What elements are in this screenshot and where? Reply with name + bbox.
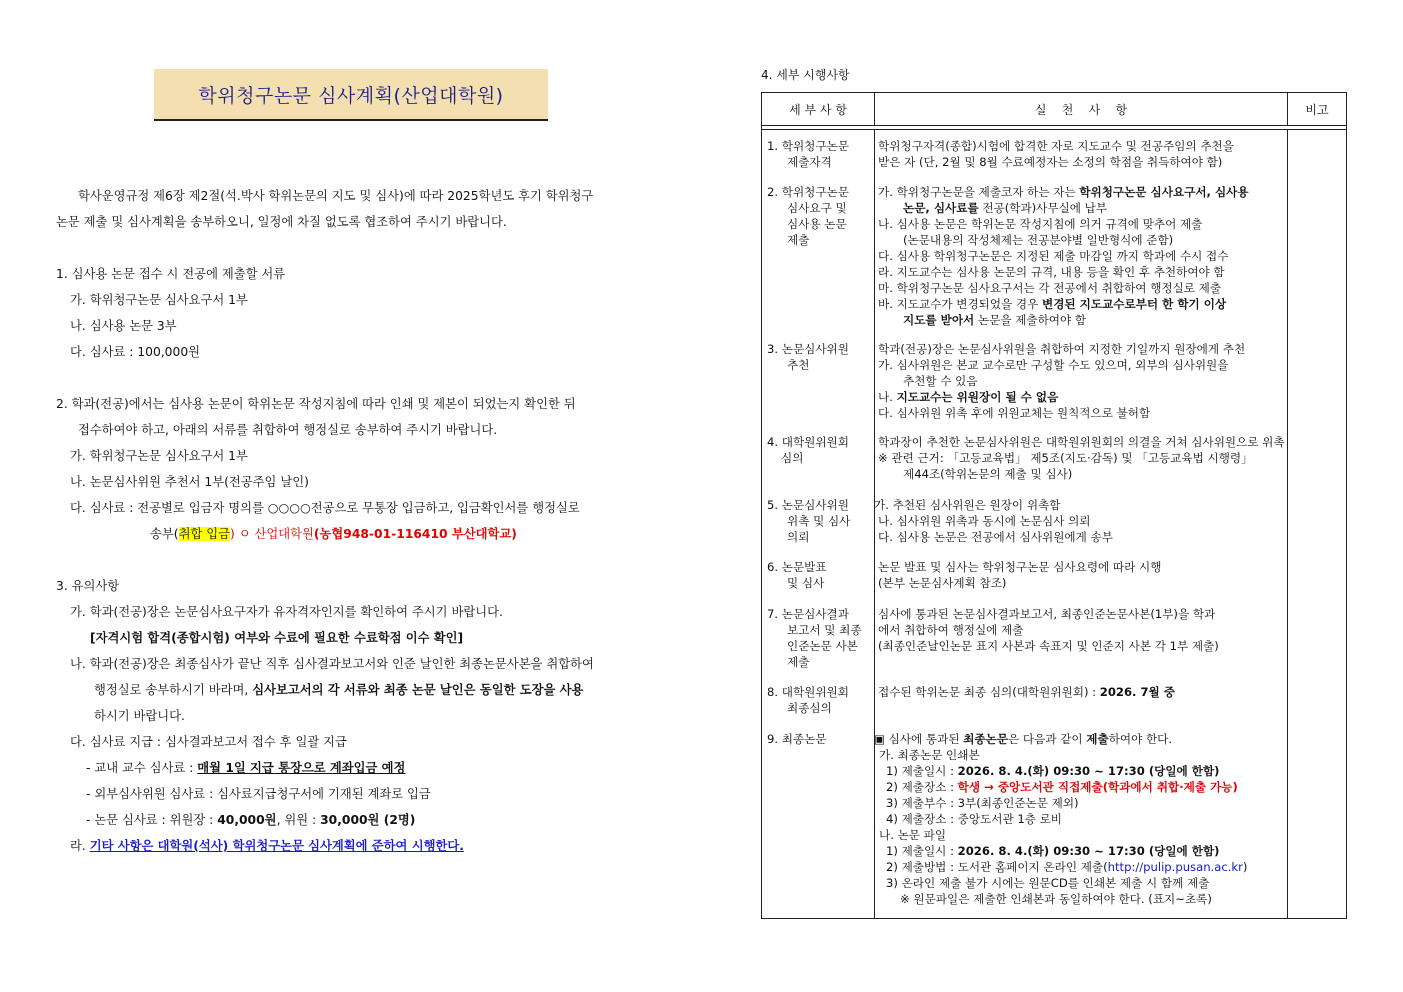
label-line: 인준논문 사본 [787, 639, 858, 653]
bold-text: 2026. 8. 4.(화) 09:30 ~ 17:30 (당일에 한함) [957, 844, 1220, 858]
text-span: ) [1242, 860, 1248, 874]
label-line: 및 심사 [787, 576, 825, 590]
section-3-item-b: 나. 학과(전공)장은 최종심사가 끝난 직후 심사결과보고서와 인준 날인한 최종논문사본을 취합하여 [70, 657, 594, 671]
label-line: 심의 [781, 451, 804, 465]
content-line: ※ 원문파일은 제출한 인쇄본과 동일하여야 한다. (표지~초록) [900, 892, 1212, 906]
bold-text: 최종논문 [963, 732, 1009, 746]
label-line: 9. 최종논문 [767, 732, 827, 746]
section-3-title: 3. 유의사항 [56, 579, 120, 593]
text-span: 은 다음과 같이 [1008, 732, 1087, 746]
header-action: 실 천 사 항 [875, 93, 1288, 126]
header-detail: 세 부 사 항 [762, 93, 875, 126]
bold-text: [자격시험 합격(종합시험) 여부와 수료에 필요한 수료학점 이수 확인] [90, 631, 464, 645]
text-span: 바. 지도교수가 변경되었을 경우 [878, 297, 1043, 311]
label-line: 심사용 논문 [787, 217, 847, 231]
content-line: (논문내용의 작성체제는 전공분야별 일반형식에 준함) [903, 233, 1174, 247]
row-8-content [878, 684, 1175, 700]
content-line: (최종인준날인논문 표지 사본과 속표지 및 인준지 사본 각 1부 제출) [878, 639, 1219, 653]
section-3-item-c-3 [56, 807, 656, 833]
label-line: 2. 학위청구논문 [767, 185, 849, 199]
content-line: 나. 논문 파일 [879, 828, 947, 842]
content-line [878, 296, 1249, 312]
section-3-item-b-cont [56, 677, 656, 703]
row-4-label [767, 434, 849, 466]
section-2-item-a: 가. 학위청구논문 심사요구서 1부 [70, 449, 248, 463]
section-1-item-b: 나. 심사용 논문 3부 [70, 319, 177, 333]
section-3-item-b-end: 하시기 바랍니다. [94, 709, 185, 723]
text-span: 1) 제출일시 : [886, 764, 958, 778]
content-line [874, 843, 1247, 859]
bold-text: 지도를 받아서 [903, 313, 975, 327]
content-line: 다. 심사용 논문은 전공에서 심사위원에게 송부 [878, 530, 1113, 544]
content-line: 4) 제출장소 : 중앙도서관 1층 로비 [886, 812, 1063, 826]
content-line: ※ 관련 근거: 「고등교육법」 제5조(지도·감독) 및 「고등교육법 시행령」 [878, 451, 1253, 465]
content-line: 받은 자 (단, 2월 및 8월 수료예정자는 소정의 학점을 취득하여야 함) [878, 155, 1223, 169]
section-1-title: 1. 심사용 논문 접수 시 전공에 제출할 서류 [56, 267, 286, 281]
row-8-label [767, 684, 849, 716]
content-line: 심사에 통과된 논문심사결과보고서, 최종인준논문사본(1부)을 학과 [878, 607, 1216, 621]
blue-underlined-text: 기타 사항은 대학원(석사) 학위청구논문 심사계획에 준하여 시행한다. [89, 839, 464, 853]
text-span: 나. [878, 390, 897, 404]
intro-line-2: 논문 제출 및 심사계획을 송부하오니, 일정에 차질 없도록 협조하여 주시기 바랍니다. [56, 215, 507, 229]
content-line [874, 763, 1247, 779]
section-3-item-c-1 [56, 755, 656, 781]
text-span: - 교내 교수 심사료 : [86, 761, 198, 775]
section-4-title: 4. 세부 시행사항 [761, 68, 850, 82]
body-col-remark [1288, 130, 1347, 919]
label-line: 심사요구 및 [787, 201, 847, 215]
graduate-school-text: ) ㅇ 산업대학원 [230, 527, 314, 541]
bold-underlined-text: 매월 1일 지급 통장으로 계좌입금 예정 [197, 761, 406, 775]
content-line: (본부 논문심사계획 참조) [878, 576, 1007, 590]
label-line: 7. 논문심사결과 [767, 607, 849, 621]
section-2-item-c: 다. 심사료 : 전공별로 입금자 명의를 ○○○○전공으로 무통장 입금하고, 입금확인서를 행정실로 [70, 501, 580, 515]
text-span: 행정실로 송부하시기 바라며, [94, 683, 253, 697]
content-line [878, 684, 1175, 700]
bold-text: 제출 [1086, 732, 1109, 746]
content-line [878, 184, 1249, 200]
row-1-content [878, 138, 1234, 170]
text-span: 하여야 한다. [1108, 732, 1173, 746]
content-line [878, 312, 1249, 328]
section-1-item-a: 가. 학위청구논문 심사요구서 1부 [70, 293, 248, 307]
section-3-item-d [56, 833, 656, 859]
label-line: 위촉 및 심사 [787, 514, 851, 528]
content-line: 가. 추천된 심사위원은 원장이 위촉함 [874, 498, 1061, 512]
content-line: 학과장이 추천한 논문심사위원은 대학원위원회의 의결을 거쳐 심사위원으로 위촉 [878, 435, 1285, 449]
row-3-content [878, 341, 1245, 421]
text-span: 2) 제출장소 : [886, 780, 958, 794]
text-span: 2) 제출방법 : 도서관 홈페이지 온라인 제출( [886, 860, 1108, 874]
content-line: 나. 심사용 논문은 학위논문 작성지침에 의거 규격에 맞추어 제출 [878, 217, 1203, 231]
content-line [874, 779, 1247, 795]
intro-line-1: 학사운영규정 제6장 제2절(석.박사 학위논문의 지도 및 심사)에 따라 2025학년도 후기 학위청구 [78, 189, 594, 203]
text-span: ▣ 심사에 통과된 [874, 732, 964, 746]
bold-text: 2026. 8. 4.(화) 09:30 ~ 17:30 (당일에 한함) [957, 764, 1220, 778]
row-7-label [767, 606, 862, 670]
content-line [874, 731, 1247, 747]
label-line: 추천 [787, 358, 810, 372]
row-5-content [874, 497, 1113, 545]
row-5-label [767, 497, 850, 545]
section-3-item-c-2: - 외부심사위원 심사료 : 심사료지급청구서에 기재된 계좌로 입금 [86, 787, 431, 801]
label-line: 의뢰 [787, 530, 810, 544]
section-2-title: 2. 학과(전공)에서는 심사용 논문이 학위논문 작성지침에 따라 인쇄 및 제본이 되었는지 확인한 뒤 [56, 397, 576, 411]
library-url[interactable]: http://pulip.pusan.ac.kr [1107, 860, 1243, 874]
label-line: 최종심의 [787, 701, 832, 715]
content-line [878, 200, 1249, 216]
section-3-item-a: 가. 학과(전공)장은 논문심사요구자가 유자격자인지를 확인하여 주시기 바랍니다. [70, 605, 503, 619]
text-span: 가. 학위청구논문을 제출코자 하는 자는 [878, 185, 1080, 199]
row-2-label [767, 184, 849, 248]
row-6-content [878, 559, 1161, 591]
section-1-item-c: 다. 심사료 : 100,000원 [70, 345, 201, 359]
table-header-row [762, 93, 1347, 126]
bold-text: 2026. 7월 중 [1099, 685, 1175, 699]
content-line: 에서 취합하여 행정실에 제출 [878, 623, 1024, 637]
label-line: 1. 학위청구논문 [767, 139, 849, 153]
section-2-item-c-cont [56, 521, 656, 547]
content-line: 추천할 수 있음 [903, 374, 978, 388]
highlighted-text: 취합 입금 [178, 527, 230, 541]
bold-text: 30,000원 (2명) [320, 813, 416, 827]
content-line [878, 389, 1245, 405]
row-3-label [767, 341, 849, 373]
content-line: 다. 심사위원 위촉 후에 위원교체는 원칙적으로 불허함 [878, 406, 1151, 420]
row-2-content [878, 184, 1249, 328]
label-line: 보고서 및 최종 [787, 623, 862, 637]
row-9-label [767, 731, 827, 747]
content-line: 가. 최종논문 인쇄본 [879, 748, 980, 762]
content-line: 3) 제출부수 : 3부(최종인준논문 제외) [886, 796, 1079, 810]
text-span: - 논문 심사료 : 위원장 : [86, 813, 218, 827]
text-span: , 위원 : [276, 813, 321, 827]
content-line: 3) 온라인 제출 불가 시에는 원문CD를 인쇄본 제출 시 함께 제출 [886, 876, 1210, 890]
text-span: 라. [70, 839, 90, 853]
label-line: 제출 [787, 233, 810, 247]
label-line: 제출자격 [787, 155, 832, 169]
bold-text: 지도교수는 위원장이 될 수 없음 [896, 390, 1059, 404]
label-line: 3. 논문심사위원 [767, 342, 849, 356]
text-span: 접수된 학위논문 최종 심의(대학원위원회) : [878, 685, 1100, 699]
content-line: 학과(전공)장은 논문심사위원을 취합하여 지정한 기일까지 원장에게 추천 [878, 342, 1246, 356]
label-line: 8. 대학원위원회 [767, 685, 849, 699]
label-line: 6. 논문발표 [767, 560, 827, 574]
bold-text: 변경된 지도교수로부터 한 학기 이상 [1042, 297, 1227, 311]
text-span: 전공(학과)사무실에 납부 [978, 201, 1108, 215]
content-line: 제44조(학위논문의 제출 및 심사) [903, 467, 1073, 481]
document-title-box [154, 69, 548, 121]
content-line: 나. 심사위원 위촉과 동시에 논문심사 의뢰 [878, 514, 1091, 528]
bold-text: 심사보고서의 각 서류와 최종 논문 날인은 동일한 도장을 사용 [252, 683, 584, 697]
section-2-title-cont: 접수하여야 하고, 아래의 서류를 취합하여 행정실로 송부하여 주시기 바랍니다. [78, 423, 498, 437]
content-line [874, 859, 1247, 875]
section-3-item-c: 다. 심사료 지급 : 심사결과보고서 접수 후 일괄 지급 [70, 735, 347, 749]
section-2-item-b: 나. 논문심사위원 추천서 1부(전공주임 날인) [70, 475, 309, 489]
document-title: 학위청구논문 심사계획(산업대학원) [198, 84, 504, 107]
text-span: 논문을 제출하여야 함 [974, 313, 1087, 327]
label-line: 4. 대학원위원회 [767, 435, 849, 449]
label-line: 제출 [787, 655, 810, 669]
content-line: 가. 심사위원은 본교 교수로만 구성할 수도 있으며, 외부의 심사위원을 [878, 358, 1229, 372]
content-line: 학위청구자격(종합)시험에 합격한 자로 지도교수 및 전공주임의 추천을 [878, 139, 1234, 153]
bold-text: 학위청구논문 심사요구서, 심사용 [1079, 185, 1249, 199]
text-span: 송부( [150, 527, 179, 541]
left-column [56, 183, 656, 859]
row-4-content [878, 434, 1285, 482]
row-1-label [767, 138, 849, 170]
red-bold-text: 학생 → 중앙도서관 직접제출(학과에서 취합·제출 가능) [957, 780, 1238, 794]
bold-text: 논문, 심사료를 [903, 201, 979, 215]
content-line: 논문 발표 및 심사는 학위청구논문 심사요령에 따라 시행 [878, 560, 1162, 574]
row-7-content [878, 606, 1219, 654]
bank-account: (농협948-01-116410 부산대학교) [313, 527, 517, 541]
content-line: 라. 지도교수는 심사용 논문의 규격, 내용 등을 확인 후 추천하여야 함 [878, 265, 1225, 279]
bold-text: 40,000원 [217, 813, 277, 827]
content-line: 다. 심사용 학위청구논문은 지정된 제출 마감일 까지 학과에 수시 접수 [878, 249, 1229, 263]
content-line: 마. 학위청구논문 심사요구서는 각 전공에서 취합하여 행정실로 제출 [878, 281, 1222, 295]
row-9-content [874, 731, 1247, 907]
section-3-item-a-note [56, 625, 656, 651]
text-span: 1) 제출일시 : [886, 844, 958, 858]
row-6-label [767, 559, 827, 591]
header-remark: 비고 [1288, 93, 1347, 126]
label-line: 5. 논문심사위원 [767, 498, 849, 512]
